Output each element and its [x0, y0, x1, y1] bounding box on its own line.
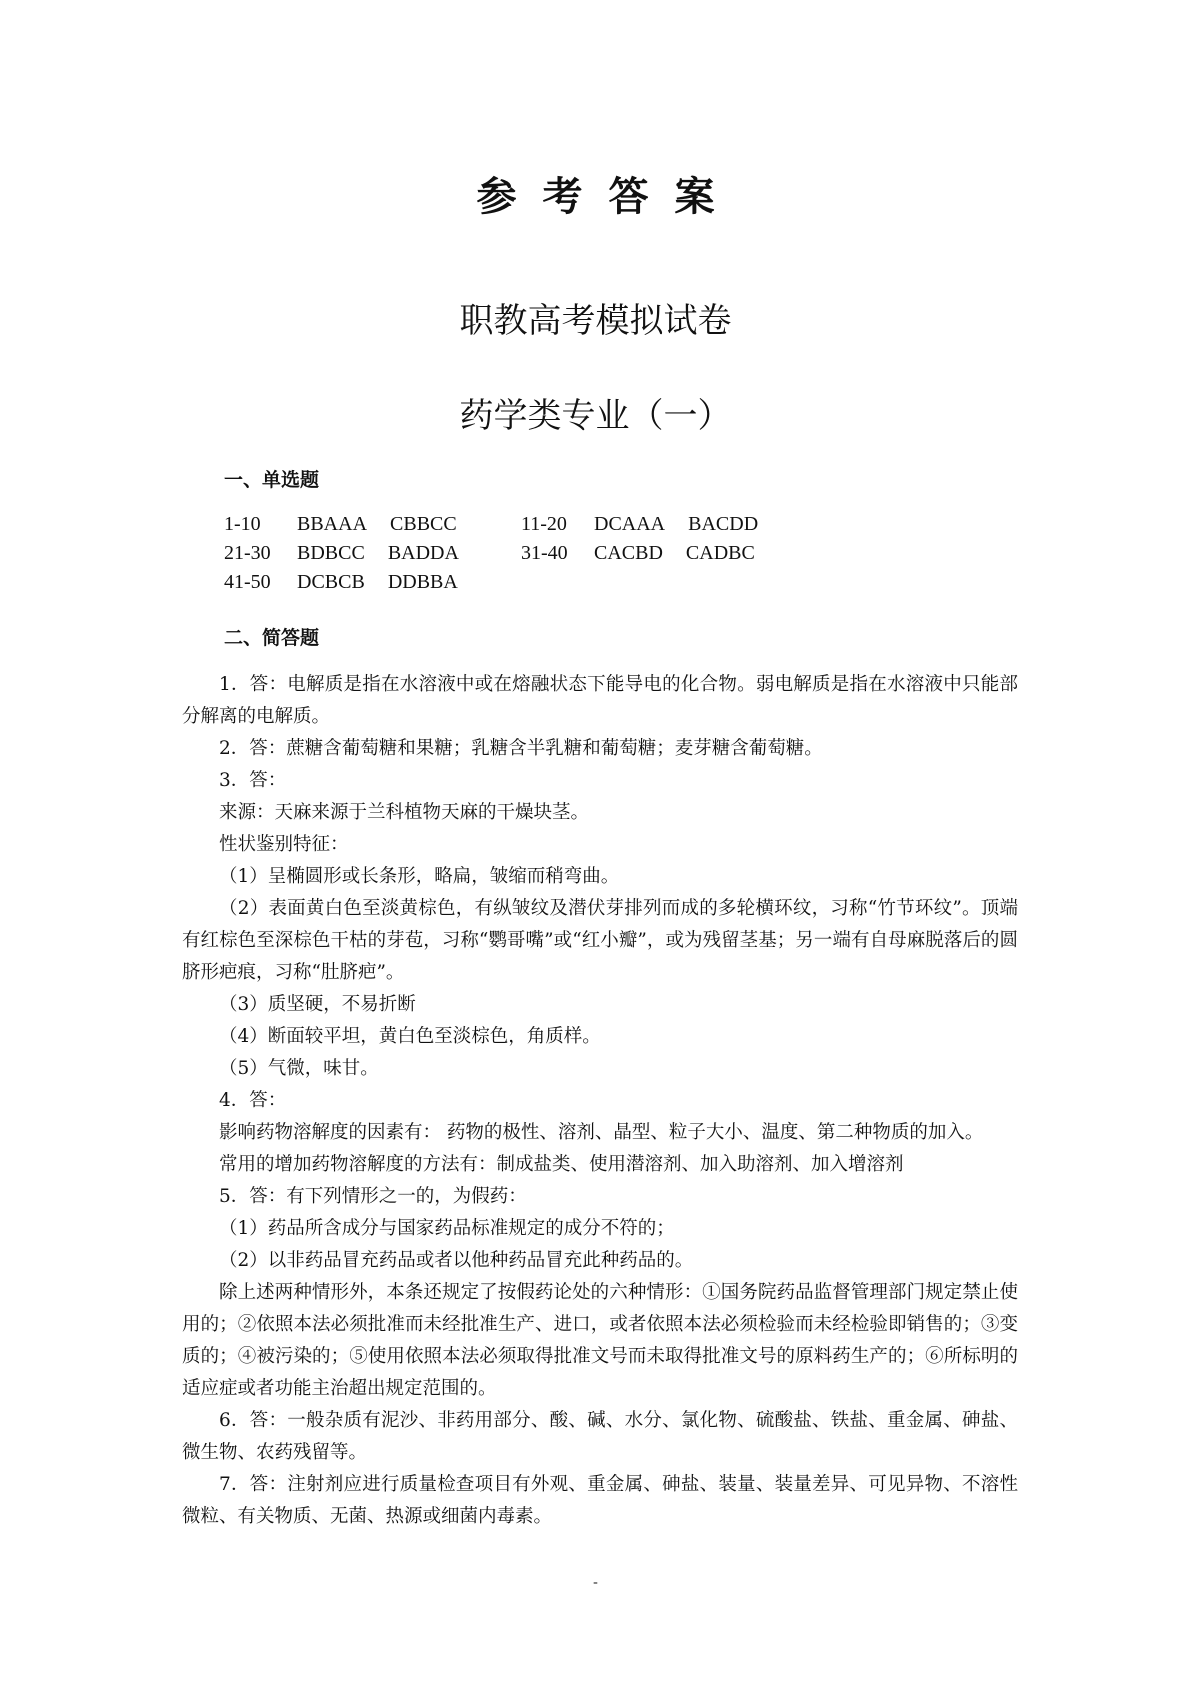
answer-group: BDBCC	[297, 542, 365, 564]
answer-group: BACDD	[688, 513, 759, 535]
answer-row	[521, 513, 776, 536]
answer-range: 31-40	[521, 542, 568, 564]
answer-paragraph: （1）药品所含成分与国家药品标准规定的成分不符的；	[219, 1218, 675, 1239]
answer-group: BBAAA	[297, 513, 368, 535]
answer-paragraph: （2）以非药品冒充药品或者以他种药品冒充此种药品的。	[219, 1250, 694, 1271]
answer-paragraph: （3）质坚硬，不易折断	[219, 994, 416, 1015]
answer-paragraph: 4．答：	[219, 1090, 287, 1111]
answer-range: 11-20	[521, 513, 567, 535]
section-heading-short-answer: 二、简答题	[224, 627, 320, 649]
answer-paragraph: 除上述两种情形外，本条还规定了按假药论处的六种情形：①国务院药品监督管理部门规定禁止使用的；②依照本法必须批准而未经批准生产、进口，或者依照本法必须检验而未经检验即销售的；③变质的；④被污染的；⑤使用依照本法必须取得批准文号而未取得批准文号的原料药生产的；⑥所标明的适应症或者功能主治超出规定范围的。	[182, 1282, 1018, 1399]
answer-group: CADBC	[685, 542, 755, 564]
answer-paragraph: （5）气微，味甘。	[219, 1058, 379, 1079]
answer-row	[224, 513, 475, 536]
answer-paragraph: （4）断面较平坦，黄白色至淡棕色，角质样。	[219, 1026, 601, 1047]
short-answer-body	[182, 669, 1018, 1533]
answer-range: 21-30	[224, 542, 271, 564]
answer-group: BADDA	[387, 542, 459, 564]
answer-row	[521, 542, 773, 565]
answer-paragraph: （2）表面黄白色至淡黄棕色，有纵皱纹及潜伏芽排列而成的多轮横环纹，习称“竹节环纹”。顶端有红棕色至深棕色干枯的芽苞，习称“鹦哥嘴”或“红小瓣”，或为残留茎基；另一端有自母麻脱落后的圆脐形疤痕，习称“肚脐疤”。	[182, 898, 1018, 983]
section-heading-single-choice: 一、单选题	[224, 469, 320, 491]
answer-group: DCBCB	[297, 571, 365, 593]
answer-range: 41-50	[224, 571, 271, 593]
answer-row	[224, 542, 477, 565]
answer-group: DCAAA	[594, 513, 666, 535]
answer-paragraph: 来源：天麻来源于兰科植物天麻的干燥块茎。	[219, 802, 590, 823]
answer-range: 1-10	[224, 513, 261, 535]
major-subtitle: 药学类专业（一）	[459, 396, 732, 436]
answer-group: CBBCC	[390, 513, 457, 535]
answer-paragraph: 2．答：蔗糖含葡萄糖和果糖；乳糖含半乳糖和葡萄糖；麦芽糖含葡萄糖。	[219, 738, 823, 759]
answer-group: DDBBA	[387, 571, 458, 593]
page-title: 参考答案	[476, 173, 741, 220]
answer-paragraph: 6．答：一般杂质有泥沙、非药用部分、酸、碱、水分、氯化物、硫酸盐、铁盐、重金属、砷盐、微生物、农药残留等。	[182, 1410, 1018, 1463]
page-footer-mark: -	[593, 1575, 598, 1590]
answer-row	[224, 571, 476, 594]
exam-subtitle: 职教高考模拟试卷	[459, 301, 732, 341]
answer-paragraph: （1）呈椭圆形或长条形，略扁，皱缩而稍弯曲。	[219, 866, 620, 887]
answer-paragraph: 影响药物溶解度的因素有： 药物的极性、溶剂、晶型、粒子大小、温度、第二种物质的加入。	[219, 1122, 984, 1143]
answer-paragraph: 1．答：电解质是指在水溶液中或在熔融状态下能导电的化合物。弱电解质是指在水溶液中只能部分解离的电解质。	[182, 674, 1018, 727]
answer-paragraph: 常用的增加药物溶解度的方法有：制成盐类、使用潜溶剂、加入助溶剂、加入增溶剂	[219, 1154, 904, 1175]
answer-paragraph: 3．答：	[219, 770, 287, 791]
answer-group: CACBD	[594, 542, 663, 564]
answer-paragraph: 5．答：有下列情形之一的，为假药：	[219, 1186, 527, 1207]
answer-paragraph: 性状鉴别特征：	[219, 834, 349, 855]
answer-paragraph: 7．答：注射剂应进行质量检查项目有外观、重金属、砷盐、装量、装量差异、可见异物、不溶性微粒、有关物质、无菌、热源或细菌内毒素。	[182, 1474, 1018, 1527]
